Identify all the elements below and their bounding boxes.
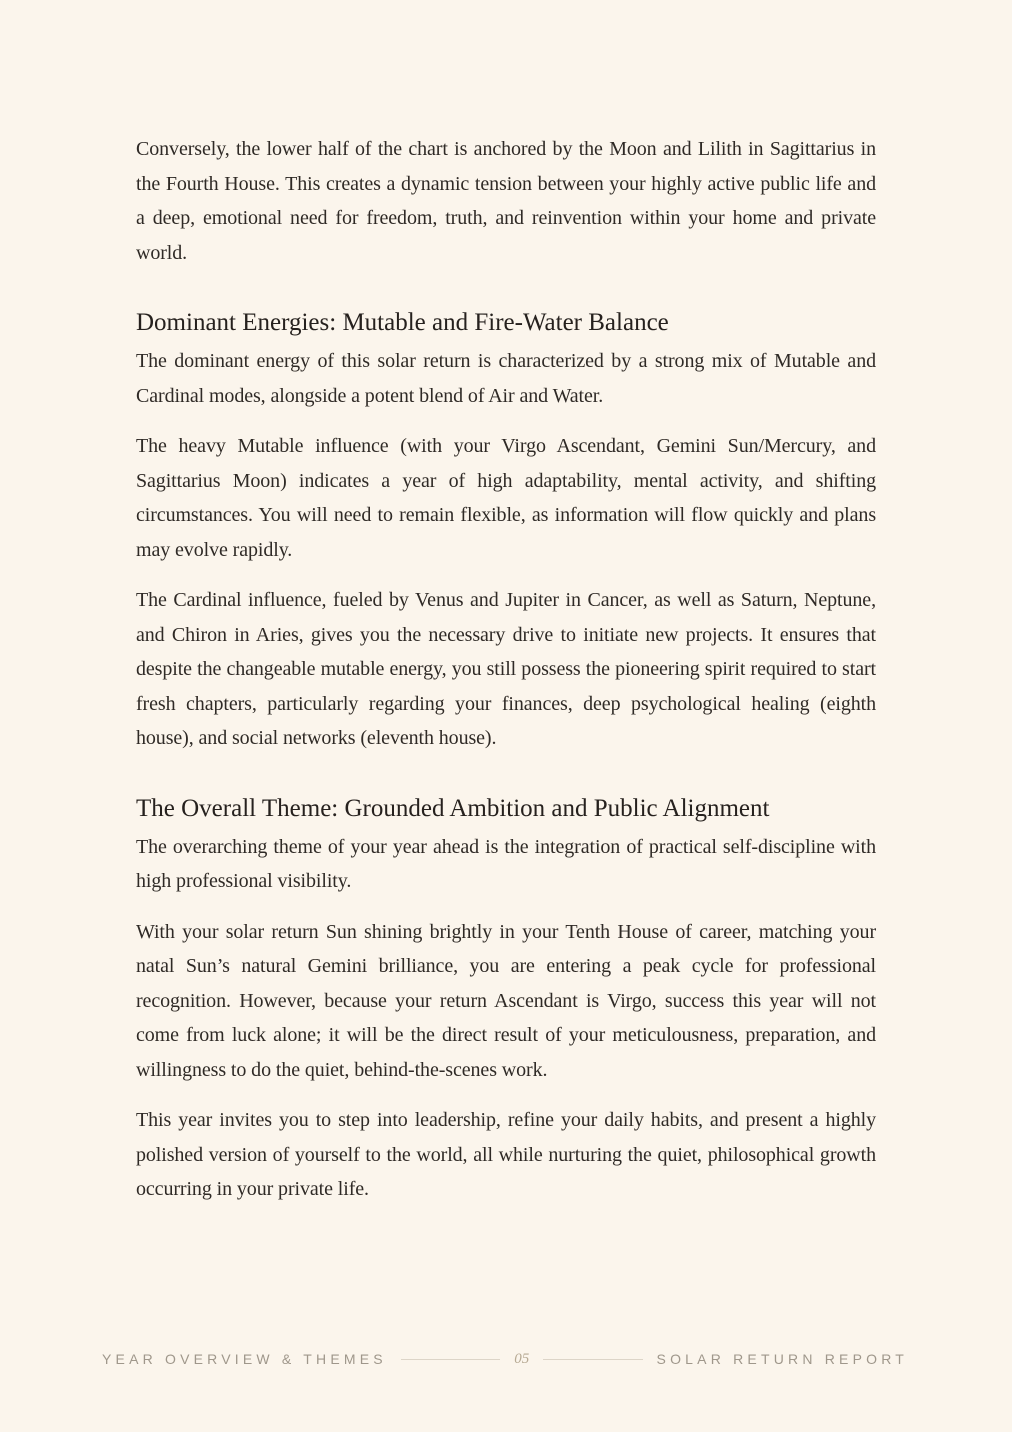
section-paragraph: The heavy Mutable influence (with your Virgo Ascendant, Gemini Sun/Mercury, and Sagittarius Moon) indicates a year of high adaptability, mental activity, and shifting circumstances. You will need to remain flexible, as information will flow quickly and plans may evolve rapidly. [136,435,876,561]
section-dominant-energies [136,306,876,756]
section-paragraph: The Cardinal influence, fueled by Venus and Jupiter in Cancer, as well as Saturn, Neptune, and Chiron in Aries, gives you the necessary drive to initiate new projects. It ensures that despite the changeable mutable energy, you still possess the pioneering spirit required to start fresh chapters, particularly regarding your finances, deep psychological healing (eighth house), and social networks (eleventh house). [136,589,876,749]
footer-section-title: YEAR OVERVIEW & THEMES [102,1351,387,1367]
intro-paragraph: Conversely, the lower half of the chart is anchored by the Moon and Lilith in Sagittarius in the Fourth House. This creates a dynamic tension between your highly active public life and a deep, emotional need for freedom, truth, and reinvention within your home and private world. [136,138,876,264]
section-paragraph: The overarching theme of your year ahead is the integration of practical self-discipline with high professional visibility. [136,835,876,892]
section-heading: Dominant Energies: Mutable and Fire-Water Balance [136,309,669,336]
footer-report-title: SOLAR RETURN REPORT [656,1351,909,1367]
section-paragraph: The dominant energy of this solar return is characterized by a strong mix of Mutable and Cardinal modes, alongside a potent blend of Air and Water. [136,350,876,407]
footer-divider-right [543,1359,642,1360]
footer-divider-left [401,1359,500,1360]
section-paragraph: With your solar return Sun shining brightly in your Tenth House of career, matching your natal Sun’s natural Gemini brilliance, you are entering a peak cycle for professional recognition. However, because your return Ascendant is Virgo, success this year will not come from luck alone; it will be the direct result of your meticulousness, preparation, and willingness to do the quiet, behind-the-scenes work. [136,920,876,1081]
page-footer [102,1347,908,1371]
section-heading: The Overall Theme: Grounded Ambition and Public Alignment [136,794,770,822]
section-overall-theme [136,792,876,1207]
section-paragraph: This year invites you to step into leadership, refine your daily habits, and present a highly polished version of yourself to the world, all while nurturing the quiet, philosophical growth occurring in your private life. [136,1109,876,1200]
page-content [136,132,876,1223]
page-number: 05 [514,1350,530,1367]
